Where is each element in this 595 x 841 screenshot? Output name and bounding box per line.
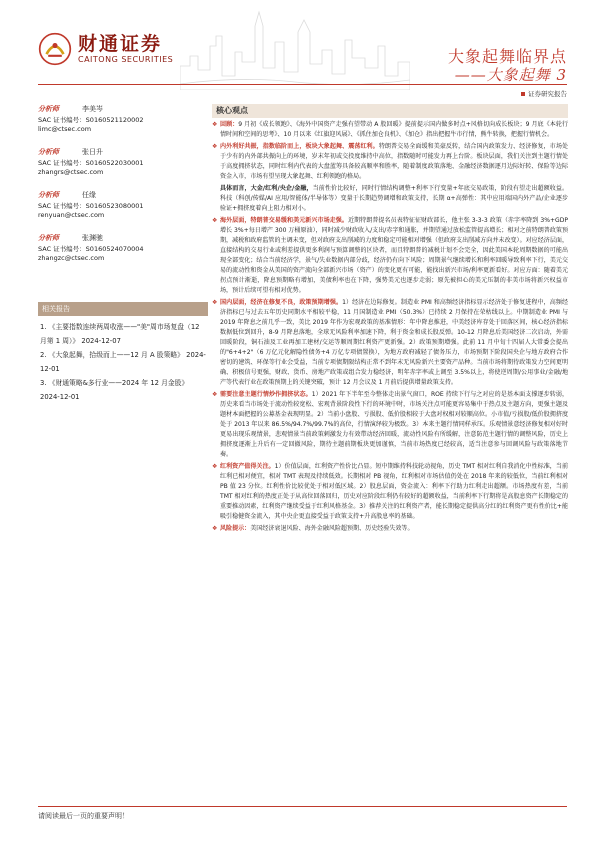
related-report-item[interactable]: 2. 《大象起舞，拾级而上——12 月 A 股策略》 2024-12-01 bbox=[40, 351, 206, 373]
paragraph-text: 特朗普交易全面缓和美豪反转，结合国内政策发力、经济修复，市场处于少有的内外部共振向上的环境，岁末年初或交投度维持中高位，指数随时可能发力再上台阶。板块层面，我们关注到主题行情处于高度拥挤状态，同时红利内代表的大盘蓝筹具备较高顺率和胜率，随着制度政策落地、金融经济数据逐月边际好转、保险等边际资金入市，市场有望呈现大象起舞、红利领跑的格局。 bbox=[220, 143, 568, 180]
paragraph-text: 1）2021 年下半年至今整体走出景气窗口，ROE 持续下行与之对应的是基本面支撑逐步转弱，历史来看当市场处于流动性较宽松、宏观背景阶段性下行的环境中时，市场关注点可能更容易集中于热点及主题方向，更强主题及题材本面把握的公募基金表现明显。2）当前小盘股、亏损股、低价股相较于大盘对权相对较顺高位。小市值/亏损股/低价股拥挤度处于 2013 年以来 86.5%/94.7%/99.7%的高位，行情演绎较为极致。3）本来主题行情同样承压。乐观情景意经济修复相对好时更易出现乐观情景，悲观情景当前政策刺激发力有效带动经济回暖，流动性风险有所缓解，注意防范主题行情的调整风险，历史上拥挤度逐渐上升后有一定回撤风险，期待主题前期板块更加谨慎，当前市场热度已经较高，适当注意参与回调风险与政策落地节奏。 bbox=[220, 391, 569, 458]
paragraph-lead: 回顾： bbox=[220, 121, 239, 128]
brand-name-cn: 财通证券 bbox=[78, 33, 163, 55]
analyst-card bbox=[38, 190, 208, 233]
brand-logo-icon bbox=[38, 32, 72, 66]
core-paragraph bbox=[212, 462, 568, 522]
analyst-name: 李美岑 bbox=[82, 105, 103, 113]
paragraph-text: 9 月初《成长领跑》、《海外中国资产走强有望带动 A 股回暖》提前提示国内做多时点+风格切向成长板块；9 月底《本轮行情时间和空间的思考》、10 月以来《红旗迎风展》、《抓住加仓良机》、《加仓》指出把握牛市行情，熊牛转换，把握行情机会。 bbox=[220, 121, 569, 138]
analyst-email[interactable]: limc@ctsec.com bbox=[38, 125, 92, 133]
core-paragraph bbox=[212, 184, 568, 214]
analyst-name: 任缘 bbox=[82, 191, 96, 199]
paragraph-lead: 风险提示： bbox=[220, 525, 251, 532]
analyst-email[interactable]: zhangzc@ctsec.com bbox=[38, 254, 105, 262]
core-views-column bbox=[212, 104, 568, 534]
paragraph-text: 1）价值层面，红利资产性价比凸显。短中期维持科技轮动视角，历史 TMT 相对红利自我消化中性标准，当前红利已相对便宜，相对 TMT 表现及持续低效。长期相对 PB 视角，红利相对市场估值仍处在 2018 年来的较低位，当前红利相对 PB 值 23 分位。红利性价比较优处于相对低区域。2）股息层面，资金流入：利率下行助力红利走出超额。市场热度有差，当前 TMT 相对红利的热度正处于从高位回落回归，历史对应阶段红利仍有较好的超额收益，当前利率下行期将是高股息资产长期稳定的重要推动因素，红利资产继续受益于红利风格基金。3）推荐关注的红利资产者，能长期稳定提供高分红的红利资产更有性价比+能吸引稳健资金流入，其中央企更直接受益于政策支持+升高股息率的基础。 bbox=[220, 463, 568, 520]
brand-logo bbox=[38, 32, 173, 66]
report-subtitle: ——大象起舞 3 bbox=[454, 66, 567, 84]
analyst-sac-number: SAC 证书编号：S0160522030001 bbox=[38, 159, 144, 167]
diamond-bullet-icon: ❖ bbox=[212, 391, 218, 398]
analyst-email[interactable]: renyuan@ctsec.com bbox=[38, 211, 105, 219]
core-paragraph bbox=[212, 216, 568, 296]
brand-name-en: CAITONG SECURITIES bbox=[78, 55, 174, 64]
diamond-bullet-icon: ❖ bbox=[212, 525, 218, 532]
paragraph-lead: 国内层面，经济在修复不良，政策预期增强。 bbox=[220, 299, 343, 306]
square-bullet-icon bbox=[521, 92, 525, 96]
header-divider bbox=[38, 84, 567, 85]
analyst-role: 分析师 bbox=[38, 191, 59, 199]
paragraph-text: 当前性价比较好，同时行情结构调整+利率下行变量+年底交易政策，阶段有望走出超额收益。科技（科创/传媒/AI 应用/智能体/半导体等）变量于长期趋势调增和政策支持，长期 α+高弹性：其中应用端国内外产品/企业逐步验证+拥挤度着向上阻力相对小。 bbox=[220, 185, 569, 212]
core-paragraph bbox=[212, 524, 568, 534]
analyst-sac-number: SAC 证书编号：S0160521120002 bbox=[38, 116, 144, 124]
report-type bbox=[521, 89, 567, 98]
paragraph-lead: 具体而言，大金/红利/央企/金融， bbox=[220, 185, 313, 192]
analyst-email[interactable]: zhangrs@ctsec.com bbox=[38, 168, 104, 176]
diamond-bullet-icon: ❖ bbox=[212, 217, 218, 224]
report-type-label: 证券研究报告 bbox=[528, 90, 567, 98]
core-views-heading: 核心观点 bbox=[212, 104, 568, 118]
diamond-bullet-icon: ❖ bbox=[212, 143, 218, 150]
paragraph-lead: 海外层面，特朗普交易缓和美元新兴市场走强。 bbox=[220, 217, 348, 224]
paragraph-text: 1）经济在边际修复。制造业 PMI 和高频经济指标显示经济处于修复进程中，高频经济指标已与过去五年历史同期水平相较平稳，11 月国制造业 PMI（50.3%）已持续 2 月保持在荣枯线以上。中期制造业 PMI 与 2019 年降息之前几乎一致，美比 2019 年作为宏观政策的基准情形：年中降息推进，中美经济库存处于回落区间，核心经济指标数据低位到回升，8-9 月降息落地，全球无风险利率加速下降，利于资金和成长股反弹。10-12 月降息后美国经济二次启动，外需回暖阶段，铜石油及工业再加工建材/交运等顺周期红利资产更新强。2）政策预期增强。此前 11 月中旬十四届人大常委会提出的"6+4+2"（6 万亿元化解隐性债务+4 万亿专项债置换），为地方政府减轻了债务压力，市场预期下阶段国央企与地方政府合作密切的建筑、环保等行业会受益，当前专项债期限结构正常不到年末无风险新兴主要资产品种。当前市场将期待政策发力空间更明确、积极信号更强，财政、货币、房地产政策或组合发力稳经济，明年赤字率或上调至 3.5%以上，将使逆周期/公用事业/金融/地产等代表行业在政策预期上的关键突破，预计 12 月会议及 1 月前后提供增量政策支持。 bbox=[220, 299, 569, 386]
core-paragraph bbox=[212, 142, 568, 182]
city-skyline-image bbox=[180, 6, 410, 90]
diamond-bullet-icon: ❖ bbox=[212, 299, 218, 306]
analyst-role: 分析师 bbox=[38, 234, 59, 242]
analyst-name: 张渊驰 bbox=[82, 234, 103, 242]
diamond-bullet-icon: ❖ bbox=[212, 121, 218, 128]
analyst-role: 分析师 bbox=[38, 105, 59, 113]
report-title: 大象起舞临界点 bbox=[447, 47, 567, 66]
paragraph-lead: 内外利好共振，指数临阶而上，板块大象起舞、震荡红利。 bbox=[220, 143, 379, 150]
analyst-card bbox=[38, 104, 208, 147]
footer-divider bbox=[38, 806, 567, 807]
analyst-column bbox=[38, 104, 208, 276]
analyst-card bbox=[38, 147, 208, 190]
paragraph-text: 近期特朗普提名员表特征征财政部长，他主张 3-3-3 政策（赤字率降到 3%+GDP 增长 3%+每日增产 300 万桶原油），同时减少财政收入/支出/赤字和通胀，并期望通过放松监管提高增长；相对之前特朗普政策预期，减税和政府监管的主调未变，但对政府支出削减的力度和稳定可能相对增强（但政府支出削减方向并未改变）。对应经济层面，直接结构的交易行业或利差提供更多利润与预算调整的区块者，而且特朗普的减税计划不会完全，因此美国本轮周期数据的可能出现全部变化；结合当前经济学，景气/失业数据内部分歧，经济仍有向下风险；周期景气继续增长和利率回暖导致利率下行，美元交易的流动性和资金从美国的资产流向全部新兴市场（资产）的变化更有可能，能找出新兴市场/利率更新看好。对应方面：随着美元拐点预计渐逝，降息预期略有增加，美债利率也在下降，强势美元也逐步走弱；原先被担心的美元压制的非美市场将新兴权益市场，预计后续可望有相对优势。 bbox=[220, 217, 568, 294]
report-header bbox=[0, 0, 595, 100]
paragraph-text: 美国经济衰退风险、海外金融风险超预期、历史经验失效等。 bbox=[250, 525, 414, 532]
analyst-card bbox=[38, 233, 208, 276]
related-reports-list bbox=[40, 320, 208, 404]
disclaimer-note: 请阅读最后一页的重要声明！ bbox=[38, 812, 129, 820]
paragraph-lead: 红利资产值得关注。 bbox=[220, 463, 275, 470]
analyst-sac-number: SAC 证书编号：S0160524070004 bbox=[38, 245, 144, 253]
core-paragraph bbox=[212, 390, 568, 460]
related-reports-heading: 相关报告 bbox=[38, 302, 208, 316]
core-paragraph bbox=[212, 120, 568, 140]
related-report-item[interactable]: 1. 《主要指数连续两周收涨——"美"周市场复盘（12 月第 1 周）》 2024-12-07 bbox=[40, 323, 200, 345]
diamond-bullet-icon: ❖ bbox=[212, 463, 218, 470]
related-report-item[interactable]: 3. 《财通策略&多行业——2024 年 12 月金股》 2024-12-01 bbox=[40, 379, 189, 401]
analyst-name: 张日升 bbox=[82, 148, 103, 156]
core-paragraph bbox=[212, 298, 568, 388]
paragraph-lead: 需要注意主题行情炒作拥挤状态。 bbox=[220, 391, 312, 398]
analyst-sac-number: SAC 证书编号：S0160523080001 bbox=[38, 202, 144, 210]
analyst-role: 分析师 bbox=[38, 148, 59, 156]
